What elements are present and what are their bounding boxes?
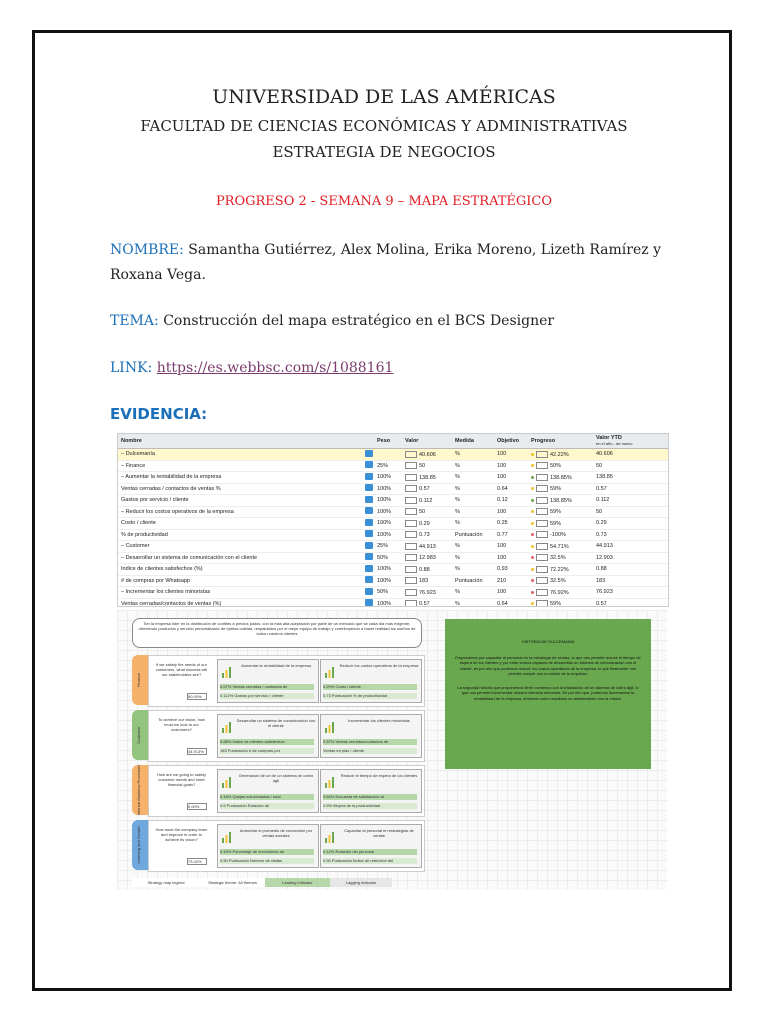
- table-row[interactable]: [118, 530, 668, 542]
- objective-title: Reducir el tiempo de espera de los clientes: [340, 773, 418, 778]
- row-objetivo: 100: [497, 543, 507, 550]
- objective-title: Aumentar la rentabilidad de la empresa: [241, 663, 311, 668]
- row-medida: %: [455, 451, 460, 458]
- kpi-lagging: 0.5% Mejora de la productividad: [323, 803, 417, 809]
- edit-icon[interactable]: [355, 599, 377, 607]
- row-medida: %: [455, 485, 460, 492]
- table-row[interactable]: [118, 564, 668, 576]
- row-objetivo: 100: [497, 508, 507, 515]
- row-medida: %: [455, 497, 460, 504]
- row-name: Ventas cerradas / contactos de ventas %: [121, 485, 221, 492]
- row-medida: %: [455, 566, 460, 573]
- row-name: # de compras por Whatsapp: [121, 577, 191, 584]
- kpi-lagging: 183 Puntuación # de compras por: [220, 748, 314, 754]
- col-progreso: Progreso: [531, 438, 556, 444]
- row-valor: 40.606: [405, 451, 455, 458]
- row-objetivo: 0.12: [497, 497, 508, 504]
- history-paragraph-2: La segunda historia que proponemos tiene comienzo con la instalación de un sistema de cobro ágil, lo que nos permite incrementar nuestra clientela minorista. Es por ello que, podemos incrementar la rentabilidad de la empresa, teniendo como resultado un alineamiento con la misión.: [457, 684, 639, 701]
- row-medida: %: [455, 554, 460, 561]
- row-ytd: 50: [596, 462, 603, 469]
- row-name: – Finance: [121, 462, 146, 469]
- row-ytd: 0.57: [596, 485, 607, 492]
- row-peso: 100%: [377, 474, 392, 481]
- kpi-leading: 0.57% Ventas cerradas / contactos de: [220, 684, 314, 690]
- objective-card[interactable]: [217, 769, 319, 813]
- edit-icon[interactable]: [355, 542, 377, 551]
- link-url[interactable]: https://es.webbsc.com/s/1088161: [156, 360, 394, 376]
- row-progreso: 32.5%: [531, 554, 596, 561]
- perspective-question: How are we going to satisfy customer needs and meet financial goals?: [157, 772, 206, 787]
- name-field: [110, 238, 670, 288]
- table-row[interactable]: [118, 449, 668, 461]
- edit-icon[interactable]: [355, 461, 377, 470]
- university-title: UNIVERSIDAD DE LAS AMÉRICAS: [212, 86, 556, 108]
- progress-title: PROGRESO 2 - SEMANA 9 – MAPA ESTRATÉGICO: [215, 194, 553, 209]
- edit-icon[interactable]: [355, 553, 377, 562]
- row-ytd: 50: [596, 508, 603, 515]
- table-row[interactable]: [118, 484, 668, 496]
- table-row[interactable]: [118, 553, 668, 565]
- row-name: Costo / cliente: [121, 520, 156, 527]
- col-objetivo: Objetivo: [497, 438, 520, 444]
- perspective-score: 50.00%: [187, 693, 207, 700]
- row-valor: 50: [405, 508, 455, 515]
- perspective-label: Customer: [132, 710, 148, 760]
- name-value-line1: Samantha Gutiérrez, Alex Molina, Erika Moreno, Lizeth Ramírez y: [188, 242, 661, 258]
- name-label: NOMBRE:: [110, 242, 184, 258]
- row-progreso: -100%: [531, 531, 596, 538]
- row-peso: 50%: [377, 554, 389, 561]
- row-valor: 0.88: [405, 566, 455, 573]
- row-objetivo: 0.64: [497, 485, 508, 492]
- edit-icon[interactable]: [355, 565, 377, 574]
- row-peso: 100%: [377, 508, 392, 515]
- row-medida: %: [455, 589, 460, 596]
- perspective-score: 0.00%: [187, 803, 207, 810]
- edit-icon[interactable]: [355, 519, 377, 528]
- bsc-table-screenshot: [117, 433, 669, 607]
- objective-card[interactable]: [217, 824, 319, 868]
- edit-icon[interactable]: [355, 530, 377, 539]
- row-name: – Desarrollar un sistema de comunicación con el cliente: [121, 554, 258, 561]
- kpi-leading: 0.16% Quejas solucionadas / total: [220, 794, 314, 800]
- row-progreso: 50%: [531, 462, 596, 469]
- row-peso: 100%: [377, 577, 392, 584]
- kpi-lagging: 0.50 Puntuación Número de visitas: [220, 858, 314, 864]
- col-medida: Medida: [455, 438, 474, 444]
- kpi-lagging: 4.5 Puntuación Rotación de: [220, 803, 314, 809]
- row-name: Gastos por servicio / cliente: [121, 497, 189, 504]
- row-valor: 0.57: [405, 600, 455, 607]
- perspective-question: To achieve our vision, how must we look to our customers?: [158, 717, 205, 732]
- edit-icon[interactable]: [355, 507, 377, 516]
- table-row[interactable]: [118, 599, 668, 608]
- row-objetivo: 0.93: [497, 566, 508, 573]
- row-peso: 100%: [377, 485, 392, 492]
- row-ytd: 0.112: [596, 497, 610, 504]
- perspective-question: If we satisfy the needs of our customers, what success will our stakeholders see?: [155, 662, 208, 677]
- row-name: – Reducir los costos operativos de la empresa: [121, 508, 234, 515]
- row-ytd: 0.29: [596, 520, 607, 527]
- perspective-score: 73.42%: [187, 858, 207, 865]
- perspective-body: [148, 820, 425, 872]
- table-row[interactable]: [118, 472, 668, 484]
- bar-chart-icon: [221, 721, 233, 733]
- row-peso: 25%: [377, 543, 389, 550]
- table-row[interactable]: [118, 461, 668, 473]
- evidence-label: EVIDENCIA:: [110, 405, 208, 423]
- bar-chart-icon: [221, 776, 233, 788]
- row-medida: Puntuación: [455, 577, 483, 584]
- row-objetivo: 0.64: [497, 600, 508, 607]
- row-ytd: 0.57: [596, 600, 607, 607]
- row-name: – Dulcemanía: [121, 451, 155, 458]
- row-objetivo: 100: [497, 589, 507, 596]
- objective-title: Incrementar los clientes minoristas: [348, 718, 410, 723]
- history-paragraph-1: Empezamos por capacitar al personal en la estrategia de ventas, lo que nos permite reducir el tiempo de espera de los clientes y por ende somos capaces de desarrollar un sistema de comunicación con el cliente, es por ello que podemos reducir los costos operativos de la empresa, lo que finalmente nos permite cumplir con la misión de la empresa.: [455, 654, 641, 676]
- kpi-leading: 0.29% Costo / cliente: [323, 684, 417, 690]
- bar-chart-icon: [324, 666, 336, 678]
- row-valor: 138.85: [405, 474, 455, 481]
- course-title: ESTRATEGIA DE NEGOCIOS: [272, 143, 496, 161]
- perspective-question: How must the company learn and improve in order to achieve its vision?: [155, 827, 208, 842]
- bar-chart-icon: [221, 666, 233, 678]
- bar-chart-icon: [324, 831, 336, 843]
- row-name: – Aumentar la rentabilidad de la empresa: [121, 474, 222, 481]
- row-progreso: 59%: [531, 520, 596, 527]
- name-value-line2: Roxana Vega.: [110, 267, 206, 283]
- bar-chart-icon: [221, 831, 233, 843]
- perspective-body: [148, 765, 425, 817]
- kpi-leading: 0.16% Porcentaje de crecimiento de: [220, 849, 314, 855]
- row-valor: 44.913: [405, 543, 455, 550]
- row-valor: 0.73: [405, 531, 455, 538]
- kpi-leading: 0.57% Ventas cerradas/contactos de: [323, 739, 417, 745]
- row-progreso: 59%: [531, 600, 596, 607]
- edit-icon[interactable]: [355, 576, 377, 585]
- edit-icon[interactable]: [355, 450, 377, 459]
- row-ytd: 138.85: [596, 474, 613, 481]
- row-peso: 100%: [377, 566, 392, 573]
- mission-statement: Ser la empresa líder en la distribución de confites a precios justos, con la más alta aceptación por parte de un mercado que se cada día más exigente, ofreciendo productos y servicio personalizado de óptima calidad, respaldados por el mejor equipo de trabajo y contribuyendo a hacer realidad los sueños de todos nuestros clientes: [132, 618, 422, 648]
- row-progreso: 42.22%: [531, 451, 596, 458]
- row-progreso: 59%: [531, 508, 596, 515]
- history-title: HISTORIA DE DULCEMANÍA: [521, 639, 575, 644]
- row-objetivo: 100: [497, 554, 507, 561]
- objective-title: Desarrollar un sistema de comunicación con el cliente: [236, 718, 316, 728]
- row-ytd: 40.606: [596, 451, 613, 458]
- row-peso: 100%: [377, 497, 392, 504]
- row-objetivo: 100: [497, 474, 507, 481]
- kpi-lagging: Ventas en plaz / cliente: [323, 748, 417, 754]
- row-objetivo: 210: [497, 577, 507, 584]
- table-row[interactable]: [118, 587, 668, 599]
- col-valor: Valor: [405, 438, 419, 444]
- row-peso: 25%: [377, 462, 389, 469]
- kpi-lagging: 0.50 Puntuación Índice de retención del: [323, 858, 417, 864]
- kpi-leading: 0.64% Encuesta de satisfacción al: [323, 794, 417, 800]
- bar-chart-icon: [324, 721, 336, 733]
- legend-title: Strategy map legend: [132, 878, 200, 887]
- table-row[interactable]: [118, 541, 668, 553]
- topic-field: [110, 309, 670, 334]
- row-name: Ventas cerradas/contactos de ventas (%): [121, 600, 222, 607]
- objective-title: Generación de un de un sistema de cobro ágil: [238, 773, 314, 783]
- table-row[interactable]: [118, 576, 668, 588]
- kpi-lagging: 0.73 Puntuación % de productividad: [323, 693, 417, 699]
- row-valor: 0.57: [405, 485, 455, 492]
- objective-card[interactable]: [217, 659, 319, 703]
- objective-title: Capacitar al personal en estrategias de ventas: [344, 828, 414, 838]
- row-progreso: 32.5%: [531, 577, 596, 584]
- edit-icon[interactable]: [355, 588, 377, 597]
- row-progreso: 54.71%: [531, 543, 596, 550]
- perspective-label: Internal Business Processes: [132, 765, 148, 815]
- row-name: – Incrementar los clientes minoristas: [121, 589, 211, 596]
- row-objetivo: 100: [497, 462, 507, 469]
- row-name: % de productividad: [121, 531, 168, 538]
- row-valor: 76.923: [405, 589, 455, 596]
- history-panel: [445, 619, 651, 769]
- link-field: [110, 356, 670, 381]
- row-medida: %: [455, 600, 460, 607]
- table-row[interactable]: [118, 495, 668, 507]
- row-medida: %: [455, 520, 460, 527]
- row-progreso: 138.85%: [531, 497, 596, 504]
- row-ytd: 0.88: [596, 566, 607, 573]
- topic-value: Construcción del mapa estratégico en el BCS Designer: [163, 313, 555, 329]
- row-peso: 100%: [377, 520, 392, 527]
- row-objetivo: 100: [497, 451, 507, 458]
- row-progreso: 59%: [531, 485, 596, 492]
- objective-title: Aumentar el promedio de conversión por ventas sociales: [239, 828, 313, 838]
- table-body: [118, 449, 668, 607]
- edit-icon[interactable]: [355, 473, 377, 482]
- row-progreso: 72.22%: [531, 566, 596, 573]
- row-ytd: 12.903: [596, 554, 613, 561]
- topic-label: TEMA:: [110, 313, 159, 329]
- objective-card[interactable]: [320, 824, 422, 868]
- row-progreso: 76.92%: [531, 589, 596, 596]
- edit-icon[interactable]: [355, 496, 377, 505]
- col-peso: Peso: [377, 438, 391, 444]
- link-label: LINK:: [110, 360, 153, 376]
- bar-chart-icon: [324, 776, 336, 788]
- perspective-label: Finance: [132, 655, 148, 705]
- kpi-lagging: 0.112% Gastos por servicio / cliente: [220, 693, 314, 699]
- row-valor: 12.983: [405, 554, 455, 561]
- perspective-label: Learning and Growth: [132, 820, 148, 870]
- strategy-map-screenshot: [117, 610, 667, 890]
- row-medida: %: [455, 543, 460, 550]
- objective-card[interactable]: [320, 769, 422, 813]
- row-medida: %: [455, 462, 460, 469]
- row-objetivo: 0.25: [497, 520, 508, 527]
- legend-lagging: Lagging indicator: [330, 878, 392, 887]
- edit-icon[interactable]: [355, 484, 377, 493]
- legend-theme: Strategic theme: All themes: [200, 878, 265, 887]
- perspective-body: [148, 710, 425, 762]
- row-progreso: 138.85%: [531, 474, 596, 481]
- row-name: Índice de clientes satisfechos (%): [121, 566, 203, 573]
- row-peso: 100%: [377, 531, 392, 538]
- row-medida: %: [455, 508, 460, 515]
- table-row[interactable]: [118, 507, 668, 519]
- perspective-body: [148, 655, 425, 707]
- row-peso: 100%: [377, 600, 392, 607]
- objective-card[interactable]: [217, 714, 319, 758]
- row-medida: %: [455, 474, 460, 481]
- objective-card[interactable]: [320, 659, 422, 703]
- row-medida: Puntuación: [455, 531, 483, 538]
- row-objetivo: 0.77: [497, 531, 508, 538]
- objective-title: Reducir los costos operativos de la empresa: [339, 663, 419, 668]
- row-valor: 0.112: [405, 497, 455, 504]
- objective-card[interactable]: [320, 714, 422, 758]
- row-valor: 0.29: [405, 520, 455, 527]
- col-nombre: Nombre: [121, 438, 142, 444]
- faculty-title: FACULTAD DE CIENCIAS ECONÓMICAS Y ADMINISTRATIVAS: [140, 117, 628, 135]
- table-header: [118, 434, 668, 449]
- row-ytd: 0.73: [596, 531, 607, 538]
- row-valor: 183: [405, 577, 455, 584]
- row-valor: 50: [405, 462, 455, 469]
- row-ytd: 44.913: [596, 543, 613, 550]
- row-name: – Customer: [121, 543, 150, 550]
- kpi-leading: 0.12% Rotación del personal: [323, 849, 417, 855]
- col-ytd: Valor YTD en el año - de nuevo: [596, 435, 633, 446]
- legend-leading: Leading indicator: [265, 878, 330, 887]
- row-peso: 50%: [377, 589, 389, 596]
- perspective-score: 44.913%: [187, 748, 207, 755]
- table-row[interactable]: [118, 518, 668, 530]
- row-ytd: 76.923: [596, 589, 613, 596]
- kpi-leading: 0.88% Índice de clientes satisfechos: [220, 739, 314, 745]
- row-ytd: 183: [596, 577, 606, 584]
